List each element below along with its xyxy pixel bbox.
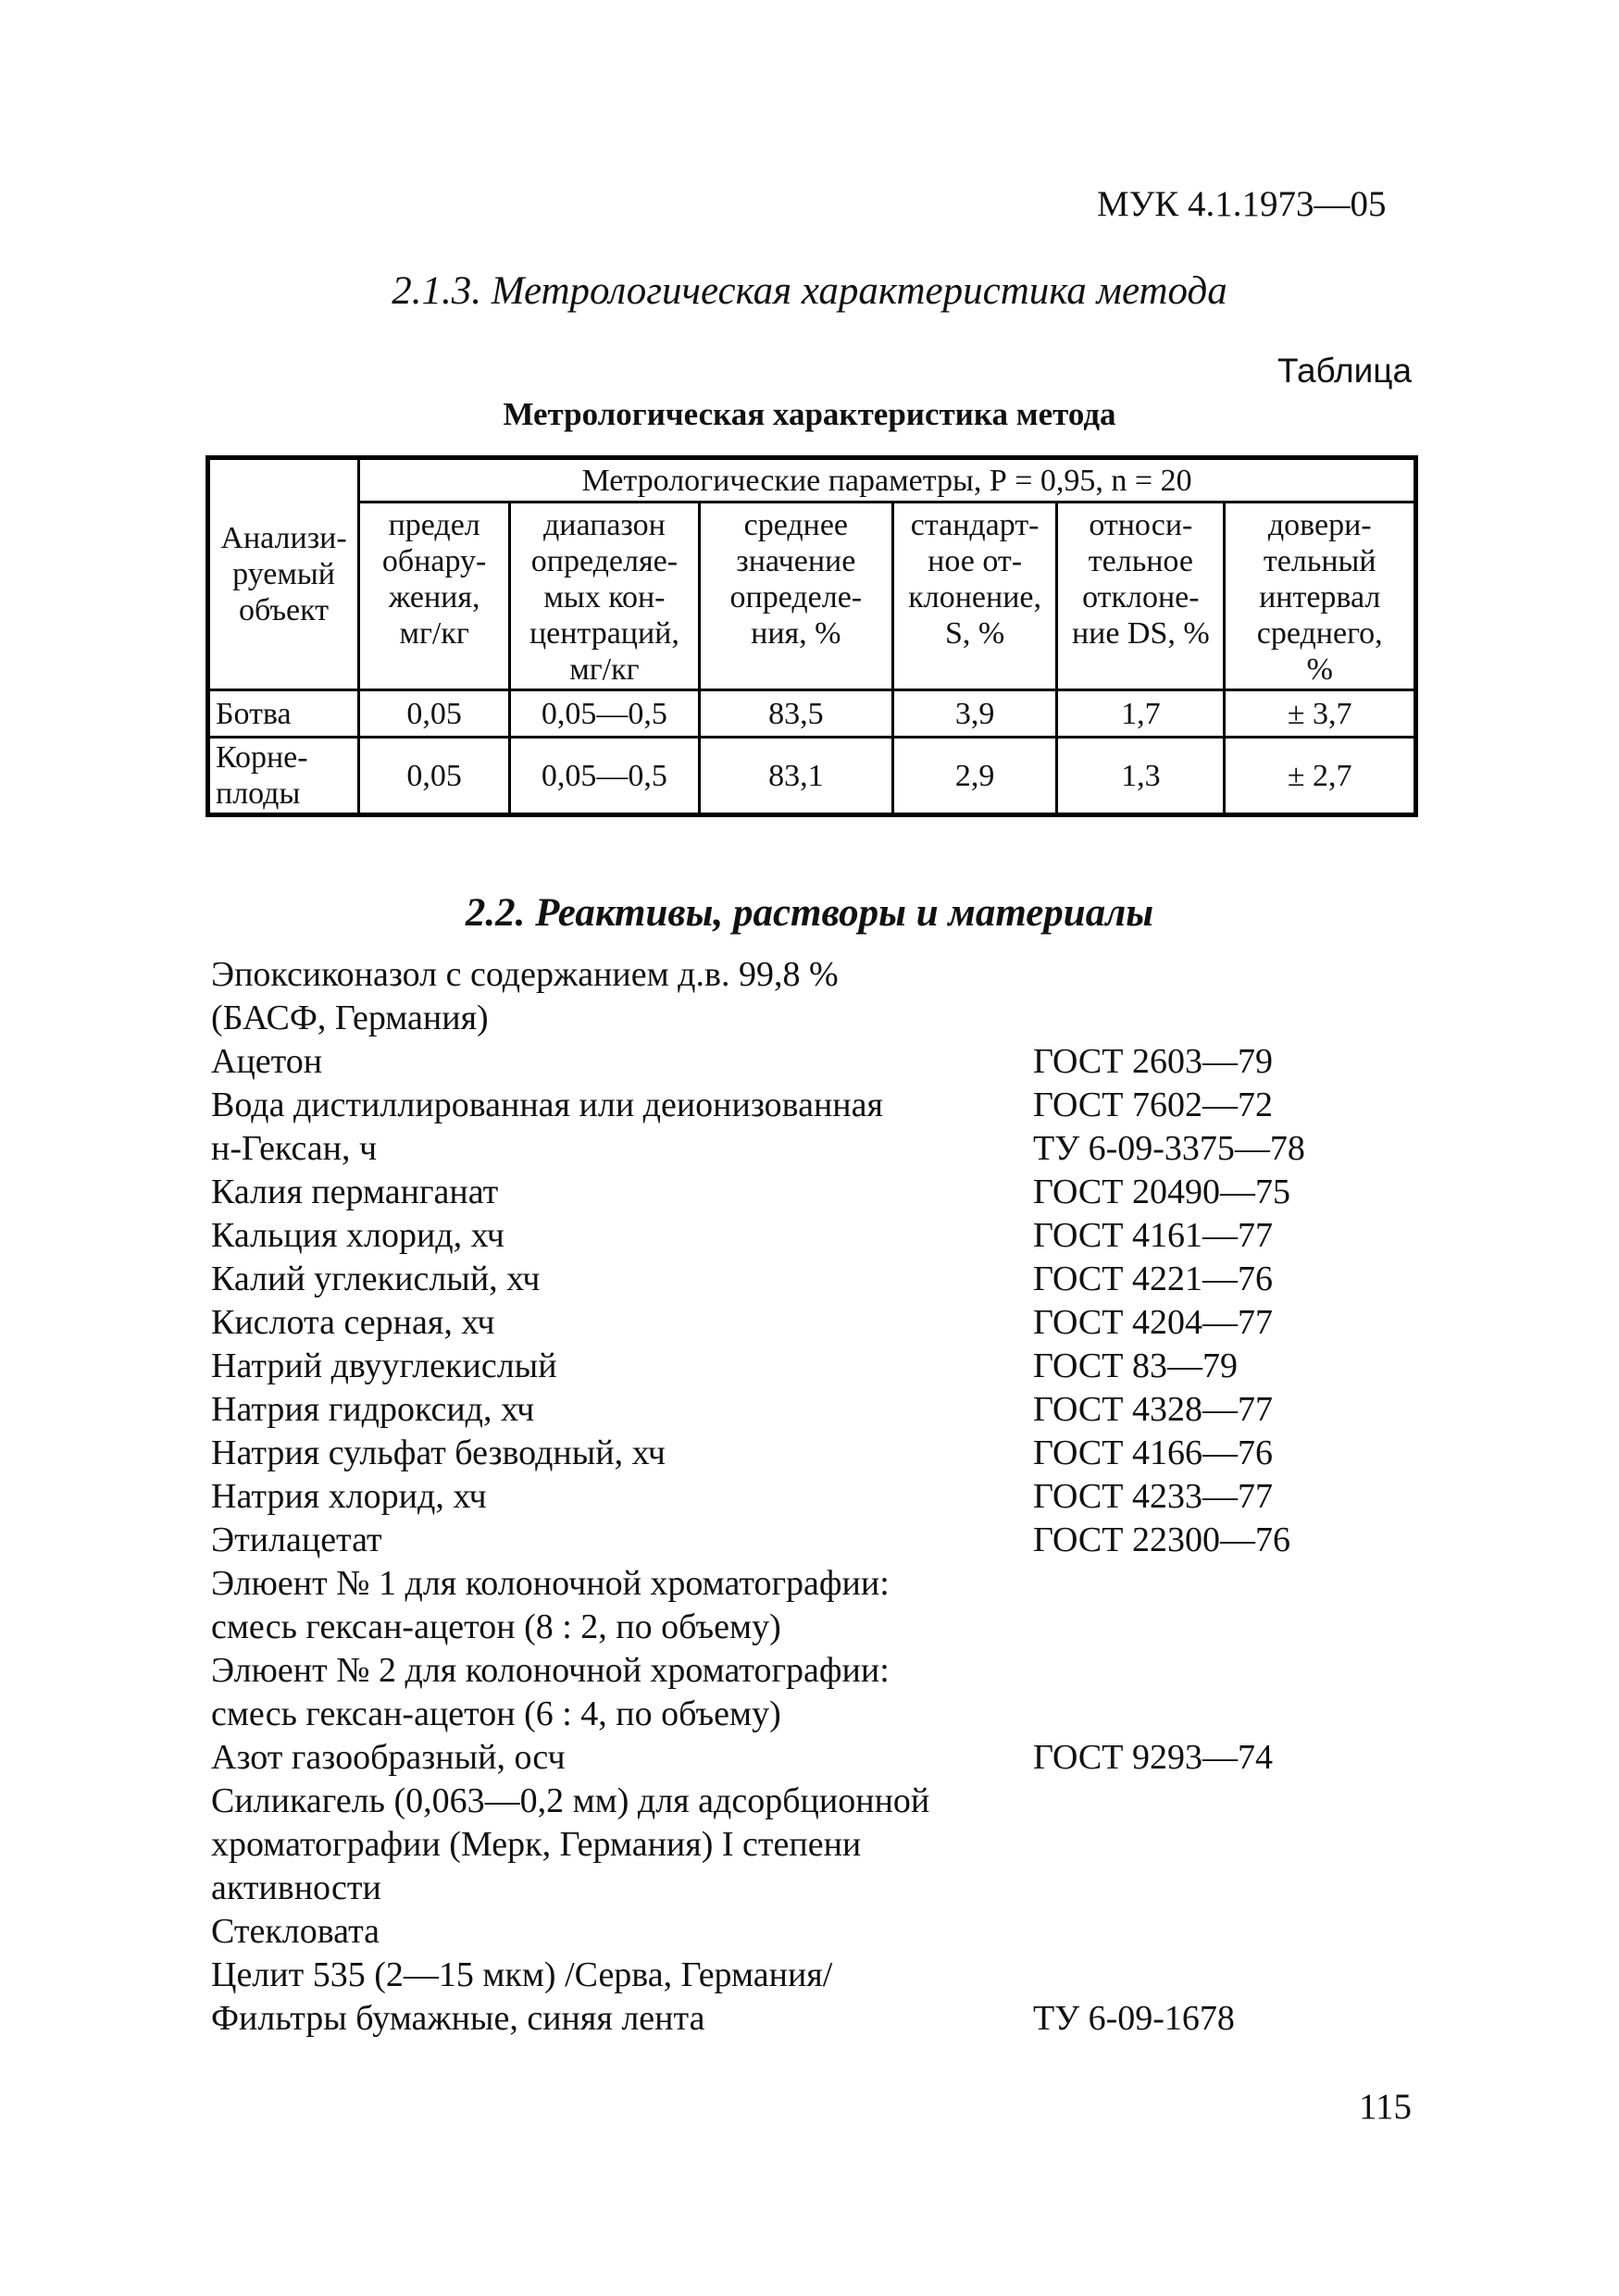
reagent-name: Калий углекислый, хч [211, 1260, 541, 1298]
reagent-item [211, 1258, 1305, 1301]
table-cell: 1,7 [1057, 690, 1225, 738]
reagent-name: Элюент № 2 для колоночной хроматографии: [211, 1651, 890, 1690]
reagent-item [211, 1345, 1305, 1388]
reagent-name: Натрий двууглекислый [211, 1347, 557, 1385]
reagent-name: Целит 535 (2—15 мкм) /Серва, Германия/ [211, 1955, 833, 1994]
table-row [208, 738, 1416, 815]
reagent-standard: ГОСТ 4166—76 [1033, 1433, 1273, 1472]
reagent-name: Этилацетат [211, 1520, 382, 1559]
reagent-item [211, 1823, 1305, 1867]
reagent-name: Фильтры бумажные, синяя лента [211, 1999, 705, 2038]
reagent-item [211, 1780, 1305, 1823]
reagent-standard: ГОСТ 83—79 [1033, 1347, 1238, 1385]
reagent-name: Стекловата [211, 1912, 380, 1951]
reagent-item [211, 1954, 1305, 1997]
column-header [510, 503, 699, 690]
reagent-item [211, 1649, 1305, 1693]
reagent-item [211, 1519, 1305, 1562]
reagent-name: смесь гексан-ацетон (8 : 2, по объему) [211, 1607, 781, 1646]
reagent-item [211, 1214, 1305, 1258]
reagent-item [211, 1301, 1305, 1345]
reagent-item [211, 1997, 1305, 2041]
reagent-standard: ТУ 6-09-1678 [1033, 1999, 1235, 2038]
reagent-name: Калия перманганат [211, 1173, 499, 1211]
reagent-name: Ацетон [211, 1042, 323, 1081]
column-header [359, 503, 510, 690]
object-text: Ботва [216, 696, 292, 731]
document-code: МУК 4.1.1973—05 [1097, 184, 1387, 224]
reagent-name: активности [211, 1868, 381, 1907]
reagent-item [211, 1432, 1305, 1475]
reagent-item [211, 1910, 1305, 1954]
reagent-name: Силикагель (0,063—0,2 мм) для адсорбционной [211, 1781, 930, 1820]
column-header-text: стандарт- ное от- клонение, S, % [908, 508, 1042, 651]
reagent-name: н-Гексан, ч [211, 1129, 378, 1168]
object-cell [208, 690, 359, 738]
table-cell: 1,3 [1057, 738, 1225, 815]
group-header-cell: Метрологические параметры, Р = 0,95, n = 20 [359, 458, 1416, 503]
reagent-standard: ГОСТ 7602—72 [1033, 1086, 1273, 1124]
reagent-item [211, 1606, 1305, 1649]
reagent-standard: ГОСТ 4204—77 [1033, 1303, 1273, 1342]
column-header [1225, 503, 1416, 690]
reagent-standard: ГОСТ 4328—77 [1033, 1390, 1273, 1429]
reagent-item [211, 953, 1305, 997]
table-cell: 0,05 [359, 738, 510, 815]
reagent-item [211, 1736, 1305, 1780]
table-cell: ± 2,7 [1225, 738, 1416, 815]
reagent-name: Натрия гидроксид, хч [211, 1390, 535, 1429]
reagent-item [211, 1475, 1305, 1519]
table-cell: ± 3,7 [1225, 690, 1416, 738]
table-cell: 3,9 [893, 690, 1057, 738]
section-title: 2.2. Реактивы, растворы и материалы [465, 891, 1154, 935]
reagent-item [211, 1171, 1305, 1214]
reagent-name: (БАСФ, Германия) [211, 999, 489, 1037]
column-header-text: диапазон определяе- мых кон- центраций, мг/кг [529, 508, 679, 687]
object-cell [208, 738, 359, 815]
reagent-item [211, 1127, 1305, 1171]
reagents-list [211, 953, 1305, 2041]
column-header-text: относи- тельное отклоне- ние DS, % [1071, 508, 1210, 651]
reagent-item [211, 997, 1305, 1040]
reagent-standard: ГОСТ 20490—75 [1033, 1173, 1290, 1211]
table-cell: 83,5 [699, 690, 892, 738]
reagent-item [211, 1388, 1305, 1432]
table-cell: 0,05—0,5 [510, 690, 699, 738]
reagent-name: Натрия хлорид, хч [211, 1477, 487, 1516]
column-header [699, 503, 892, 690]
reagent-name: Элюент № 1 для колоночной хроматографии: [211, 1564, 890, 1603]
reagent-standard: ГОСТ 4221—76 [1033, 1260, 1273, 1298]
reagent-name: Эпоксиконазол с содержанием д.в. 99,8 % [211, 955, 839, 994]
table-header-row [208, 458, 1416, 503]
metrology-table [205, 455, 1418, 817]
column-header [1057, 503, 1225, 690]
column-header [893, 503, 1057, 690]
table-row [208, 690, 1416, 738]
reagent-standard: ГОСТ 22300—76 [1033, 1520, 1290, 1559]
table-cell: 0,05 [359, 690, 510, 738]
reagent-standard: ГОСТ 4161—77 [1033, 1216, 1273, 1255]
object-header-text: Анализи- руемый объект [220, 521, 347, 627]
reagent-name: смесь гексан-ацетон (6 : 4, по объему) [211, 1694, 781, 1733]
column-header-text: предел обнару- жения, мг/кг [381, 508, 487, 651]
reagent-standard: ТУ 6-09-3375—78 [1033, 1129, 1305, 1168]
reagent-name: Вода дистиллированная или деионизованная [211, 1086, 883, 1124]
reagent-name: Кальция хлорид, хч [211, 1216, 504, 1255]
reagent-item [211, 1693, 1305, 1736]
table-label: Таблица [1277, 352, 1413, 390]
subsection-title: 2.1.3. Метрологическая характеристика метода [392, 269, 1227, 313]
reagent-standard: ГОСТ 9293—74 [1033, 1738, 1273, 1777]
reagent-name: Азот газообразный, осч [211, 1738, 566, 1777]
table-cell: 83,1 [699, 738, 892, 815]
table-cell: 0,05—0,5 [510, 738, 699, 815]
table-title: Метрологическая характеристика метода [503, 396, 1116, 432]
reagent-name: Натрия сульфат безводный, хч [211, 1433, 666, 1472]
object-header-cell [208, 458, 359, 690]
reagent-standard: ГОСТ 2603—79 [1033, 1042, 1273, 1081]
reagent-item [211, 1562, 1305, 1606]
column-header-text: довери- тельный интервал среднего, % [1256, 508, 1383, 687]
reagent-item [211, 1867, 1305, 1910]
reagent-standard: ГОСТ 4233—77 [1033, 1477, 1273, 1516]
reagent-item [211, 1084, 1305, 1127]
reagent-name: хроматографии (Мерк, Германия) I степени [211, 1825, 862, 1864]
column-header-text: среднее значение определе- ния, % [729, 508, 863, 651]
reagent-name: Кислота серная, хч [211, 1303, 495, 1342]
reagent-item [211, 1040, 1305, 1084]
table-cell: 2,9 [893, 738, 1057, 815]
object-text: Корне- плоды [216, 740, 308, 811]
table-subheader-row [208, 503, 1416, 690]
page-number: 115 [1359, 2087, 1413, 2127]
